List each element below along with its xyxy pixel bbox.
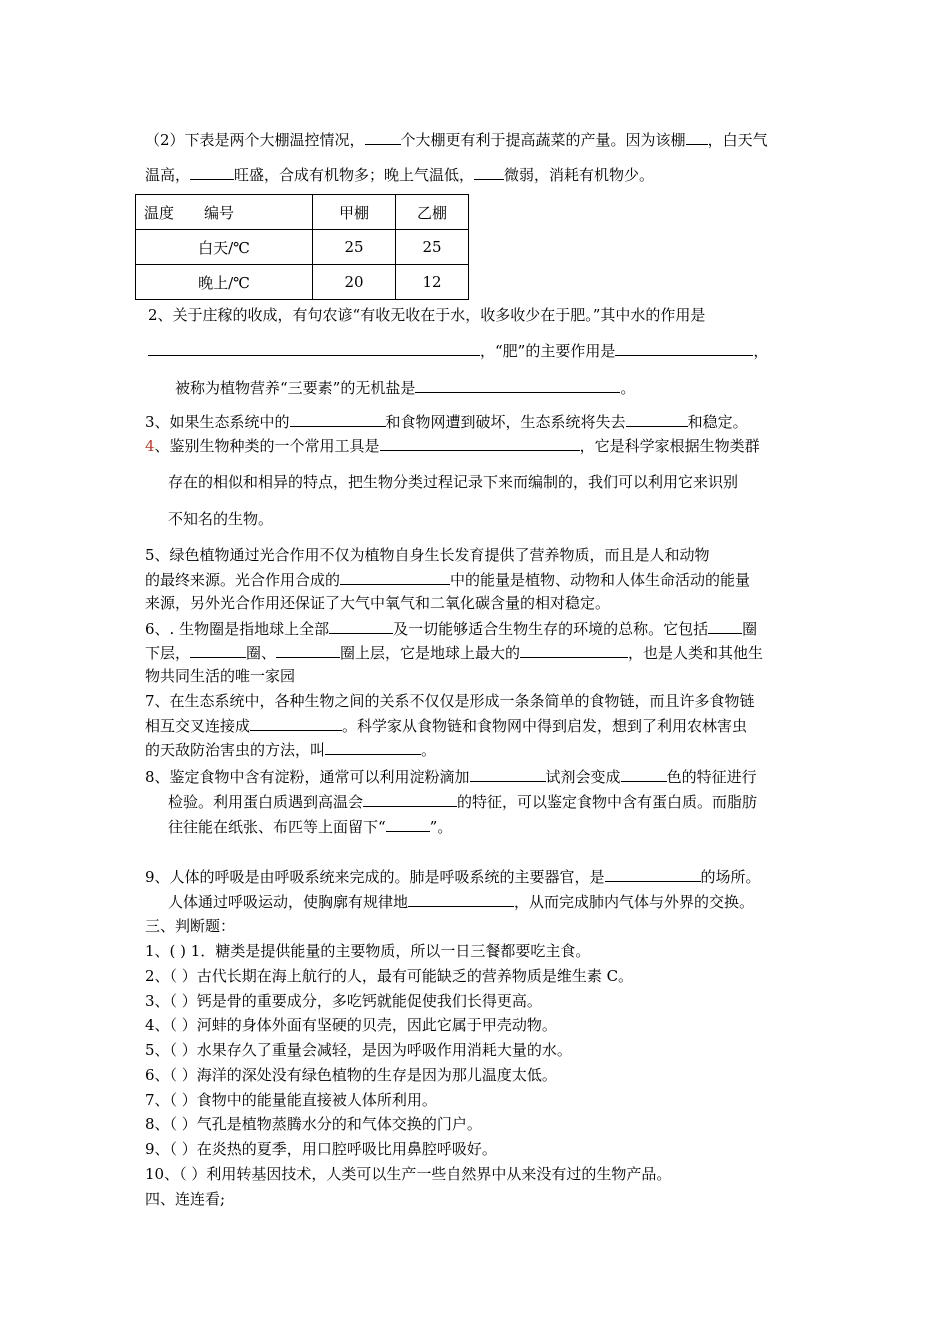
question-8-line-1: 8、鉴定食物中含有淀粉，通常可以利用淀粉滴加 试剂会变成 色的特征进行 <box>145 765 757 788</box>
table-cell: 白天/℃ <box>136 230 313 265</box>
question-4-line-3: 不知名的生物。 <box>168 510 274 528</box>
table-cell: 12 <box>396 265 469 300</box>
blank <box>708 617 742 634</box>
judgment-6: 6、（ ）海洋的深处没有绿色植物的生存是因为那儿温度太低。 <box>145 1066 557 1084</box>
judgment-9: 9、（ ）在炎热的夏季，用口腔呼吸比用鼻腔呼吸好。 <box>145 1140 497 1158</box>
table-row <box>136 265 469 300</box>
question-8-line-2: 检验。利用蛋白质遇到高温会 的特征，可以鉴定食物中含有蛋白质。而脂肪 <box>168 790 757 813</box>
question-5-line-2: 的最终来源。光合作用合成的 中的能量是植物、动物和人体生命活动的能量 <box>145 568 750 591</box>
blank <box>276 641 340 658</box>
table-cell: 25 <box>396 230 469 265</box>
blank <box>329 617 393 634</box>
question-2-line-3: 被称为植物营养“三要素”的无机盐是 。 <box>175 376 635 399</box>
question-4-line-1: 4、鉴别生物种类的一个常用工具是 ，它是科学家根据生物类群 <box>145 434 760 457</box>
question-2-line-2: ，“肥”的主要作用是 ， <box>148 339 768 362</box>
blank <box>363 790 457 807</box>
question-5-line-3: 来源，另外光合作用还保证了大气中氧气和二氧化碳含量的相对稳定。 <box>145 594 611 612</box>
blank <box>415 376 620 393</box>
blank <box>408 890 514 907</box>
judgment-5: 5、（ ）水果存久了重量会减轻，是因为呼吸作用消耗大量的水。 <box>145 1041 572 1059</box>
question-2-line-1: 2、关于庄稼的收成，有句农谚“有收无收在于水，收多收少在于肥。”其中水的作用是 <box>148 306 706 324</box>
table-header-cell: 甲棚 <box>313 195 396 230</box>
question-7-line-3: 的天敌防治害虫的方法，叫 。 <box>145 738 436 761</box>
question-9-line-2: 人体通过呼吸运动，使胸廓有规律地 ，从而完成肺内气体与外界的交换。 <box>168 890 754 913</box>
blank <box>148 339 480 356</box>
question-4-line-2: 存在的相似和相异的特点，把生物分类过程记录下来而编制的，我们可以利用它来识别 <box>168 473 739 491</box>
table-cell: 25 <box>313 230 396 265</box>
question-5-line-1: 5、绿色植物通过光合作用不仅为植物自身生长发育提供了营养物质，而且是人和动物 <box>145 546 710 564</box>
blank <box>250 714 342 731</box>
judgment-8: 8、（ ）气孔是植物蒸腾水分的和气体交换的门户。 <box>145 1115 482 1133</box>
blank <box>474 163 504 180</box>
blank <box>615 339 753 356</box>
blank <box>190 641 246 658</box>
blank <box>340 568 450 585</box>
section-3-heading: 三、判断题： <box>145 917 236 935</box>
q2-part-line-1: （2）下表是两个大棚温控情况， 个大棚更有利于提高蔬菜的产量。因为该棚 ，白天气 <box>145 128 768 151</box>
greenhouse-temperature-table <box>135 194 469 300</box>
table-cell: 晚上/℃ <box>136 265 313 300</box>
judgment-10: 10、（ ）利用转基因技术，人类可以生产一些自然界中从来没有过的生物产品。 <box>145 1165 672 1183</box>
blank <box>290 410 386 427</box>
table-row <box>136 230 469 265</box>
question-6-line-1: 6、. 生物圈是指地球上全部 及一切能够适合生物生存的环境的总称。它包括 圈 <box>145 617 757 640</box>
judgment-3: 3、（ ）钙是骨的重要成分，多吃钙就能促使我们长得更高。 <box>145 992 542 1010</box>
blank <box>470 765 546 782</box>
question-7-line-2: 相互交叉连接成 。科学家从食物链和食物网中得到启发，想到了利用农林害虫 <box>145 714 747 737</box>
blank <box>605 865 701 882</box>
blank <box>626 410 688 427</box>
question-6-line-3: 物共同生活的唯一家园 <box>145 667 296 685</box>
table-cell: 20 <box>313 265 396 300</box>
judgment-2: 2、（ ）古代长期在海上航行的人，最有可能缺乏的营养物质是维生素 C。 <box>145 967 634 985</box>
judgment-7: 7、（ ）食物中的能量能直接被人体所利用。 <box>145 1091 437 1109</box>
question-9-line-1: 9、人体的呼吸是由呼吸系统来完成的。肺是呼吸系统的主要器官，是 的场所。 <box>145 865 761 888</box>
blank <box>686 128 708 145</box>
question-7-line-1: 7、在生态系统中，各种生物之间的关系不仅仅是形成一条条简单的食物链，而且许多食物链 <box>145 692 755 710</box>
blank <box>190 163 234 180</box>
question-3: 3、如果生态系统中的 和食物网遭到破坏，生态系统将失去 和稳定。 <box>145 410 748 433</box>
table-header-cell: 乙棚 <box>396 195 469 230</box>
blank <box>380 434 580 451</box>
q2-part-line-2: 温高， 旺盛，合成有机物多；晚上气温低， 微弱，消耗有机物少。 <box>145 163 654 186</box>
table-header-cell: 温度 编号 <box>136 195 313 230</box>
blank <box>386 815 430 832</box>
table-row <box>136 195 469 230</box>
blank <box>621 765 667 782</box>
question-8-line-3: 往往能在纸张、布匹等上面留下“ ”。 <box>168 815 452 838</box>
blank <box>365 128 401 145</box>
question-6-line-2: 下层， 圈、 圈上层，它是地球上最大的 ，也是人类和其他生 <box>145 641 763 664</box>
judgment-1: 1、( ) 1．糖类是提供能量的主要物质，所以一日三餐都要吃主食。 <box>145 942 591 960</box>
section-4-heading: 四、连连看; <box>145 1190 226 1208</box>
blank <box>325 738 421 755</box>
judgment-4: 4、（ ）河蚌的身体外面有坚硬的贝壳，因此它属于甲壳动物。 <box>145 1016 557 1034</box>
blank <box>520 641 628 658</box>
